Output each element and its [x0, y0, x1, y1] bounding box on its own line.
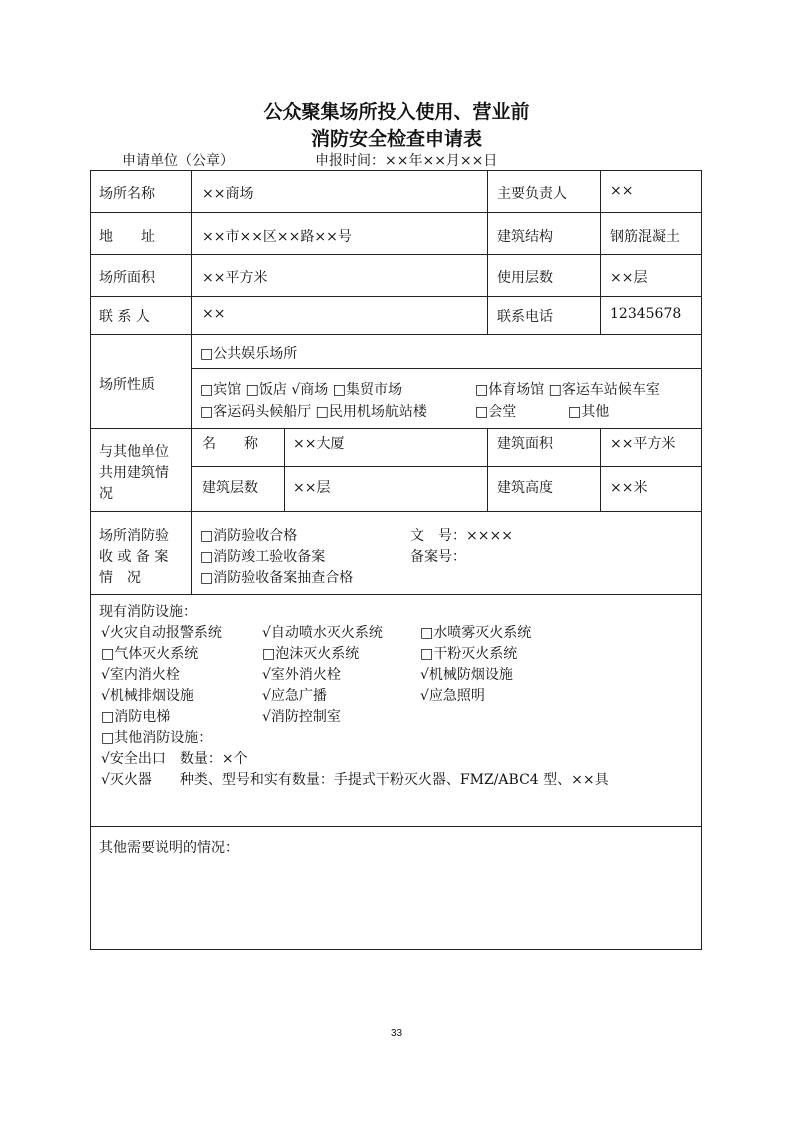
venue-name-field[interactable]: ××商场	[202, 186, 254, 202]
shared-floors-label: 建筑层数	[202, 480, 258, 496]
facility-item[interactable]: √消防控制室	[262, 709, 341, 725]
nature-option-other[interactable]: □其他	[568, 404, 610, 420]
row-divider	[90, 296, 702, 297]
row-divider	[90, 826, 702, 827]
col-divider	[487, 170, 488, 334]
facility-item[interactable]: √自动喷水灭火系统	[262, 625, 383, 641]
phone-label: 联系电话	[497, 309, 553, 325]
applicant-label: 申请单位（公章）	[122, 153, 234, 169]
col-divider	[600, 428, 601, 511]
area-field[interactable]: ××平方米	[202, 270, 268, 286]
facility-item[interactable]: □水喷雾灭火系统	[420, 625, 532, 641]
area-label: 场所面积	[99, 270, 155, 286]
row-divider	[90, 212, 702, 213]
contact-field[interactable]: ××	[202, 306, 226, 322]
acceptance-option-spotcheck[interactable]: □消防验收备案抽查合格	[200, 570, 354, 586]
row-divider	[90, 594, 702, 595]
facility-item[interactable]: √机械防烟设施	[420, 667, 513, 683]
date-label: 申报时间：××年××月××日	[315, 153, 498, 169]
acceptance-label-line2: 收 或 备 案	[99, 549, 169, 565]
facility-item[interactable]: √室内消火栓	[101, 667, 180, 683]
acceptance-doc-number[interactable]: 文 号：××××	[410, 528, 513, 544]
acceptance-option-passed[interactable]: □消防验收合格	[200, 528, 298, 544]
shared-height-field[interactable]: ××米	[610, 480, 648, 496]
col-divider	[191, 170, 192, 594]
structure-field[interactable]: 钢筋混凝土	[610, 229, 680, 245]
facility-item[interactable]: □泡沫灭火系统	[262, 646, 360, 662]
row-divider	[191, 466, 702, 467]
shared-name-field[interactable]: ××大厦	[293, 436, 345, 452]
shared-label-line3: 况	[99, 486, 113, 502]
row-divider	[90, 428, 702, 429]
venue-name-label: 场所名称	[99, 186, 155, 202]
contact-label: 联 系 人	[99, 309, 150, 325]
facilities-label: 现有消防设施：	[99, 604, 197, 620]
facility-item[interactable]: √机械排烟设施	[101, 688, 194, 704]
facility-item[interactable]: √应急广播	[262, 688, 327, 704]
shared-height-label: 建筑高度	[497, 480, 553, 496]
acceptance-label-line3: 情 况	[99, 570, 141, 586]
col-divider	[487, 428, 488, 511]
address-field[interactable]: ××市××区××路××号	[202, 229, 352, 245]
row-divider	[90, 254, 702, 255]
nature-options-row2a[interactable]: □客运码头候船厅 □民用机场航站楼	[200, 404, 427, 420]
col-divider	[600, 170, 601, 334]
notes-label: 其他需要说明的情况：	[99, 840, 239, 856]
phone-field[interactable]: 12345678	[610, 306, 682, 322]
facility-item[interactable]: √应急照明	[420, 688, 485, 704]
shared-area-label: 建筑面积	[497, 436, 553, 452]
facility-item[interactable]: √火灾自动报警系统	[101, 625, 222, 641]
nature-option-hall[interactable]: □会堂	[475, 404, 517, 420]
nature-option-entertainment[interactable]: □公共娱乐场所	[200, 346, 298, 362]
floors-field[interactable]: ××层	[610, 270, 648, 286]
col-divider	[284, 428, 285, 511]
form-title-line1: 公众聚集场所投入使用、营业前	[263, 101, 530, 123]
shared-floors-field[interactable]: ××层	[293, 480, 331, 496]
shared-area-field[interactable]: ××平方米	[610, 436, 676, 452]
row-divider	[90, 511, 702, 512]
shared-label-line1: 与其他单位	[99, 444, 169, 460]
facility-item[interactable]: □消防电梯	[101, 709, 171, 725]
acceptance-label-line1: 场所消防验	[99, 528, 169, 544]
row-divider	[90, 334, 702, 335]
row-divider	[191, 368, 702, 369]
page-number: 33	[390, 1028, 403, 1039]
principal-field[interactable]: ××	[610, 183, 634, 199]
floors-label: 使用层数	[497, 270, 553, 286]
address-label: 地 址	[99, 229, 155, 245]
facility-item-exit[interactable]: √安全出口 数量：×个	[101, 751, 248, 767]
nature-label: 场所性质	[99, 377, 155, 393]
facility-item-extinguisher[interactable]: √灭火器 种类、型号和实有数量：手提式干粉灭火器、FMZ/ABC4 型、××具	[101, 772, 609, 788]
form-title-line2: 消防安全检查申请表	[310, 128, 482, 150]
acceptance-option-filed[interactable]: □消防竣工验收备案	[200, 549, 326, 565]
shared-label-line2: 共用建筑情	[99, 465, 169, 481]
acceptance-record-number[interactable]: 备案号：	[410, 549, 466, 565]
facility-item[interactable]: √室外消火栓	[262, 667, 341, 683]
facility-item[interactable]: □气体灭火系统	[101, 646, 199, 662]
facility-item-other[interactable]: □其他消防设施：	[101, 730, 213, 746]
facility-item[interactable]: □干粉灭火系统	[420, 646, 518, 662]
principal-label: 主要负责人	[497, 186, 567, 202]
nature-options-row1a[interactable]: □宾馆 □饭店 √商场 □集贸市场	[200, 382, 402, 398]
structure-label: 建筑结构	[497, 229, 553, 245]
nature-options-row1b[interactable]: □体育场馆 □客运车站候车室	[475, 382, 660, 398]
application-table	[90, 170, 702, 950]
shared-name-label: 名 称	[202, 436, 258, 452]
